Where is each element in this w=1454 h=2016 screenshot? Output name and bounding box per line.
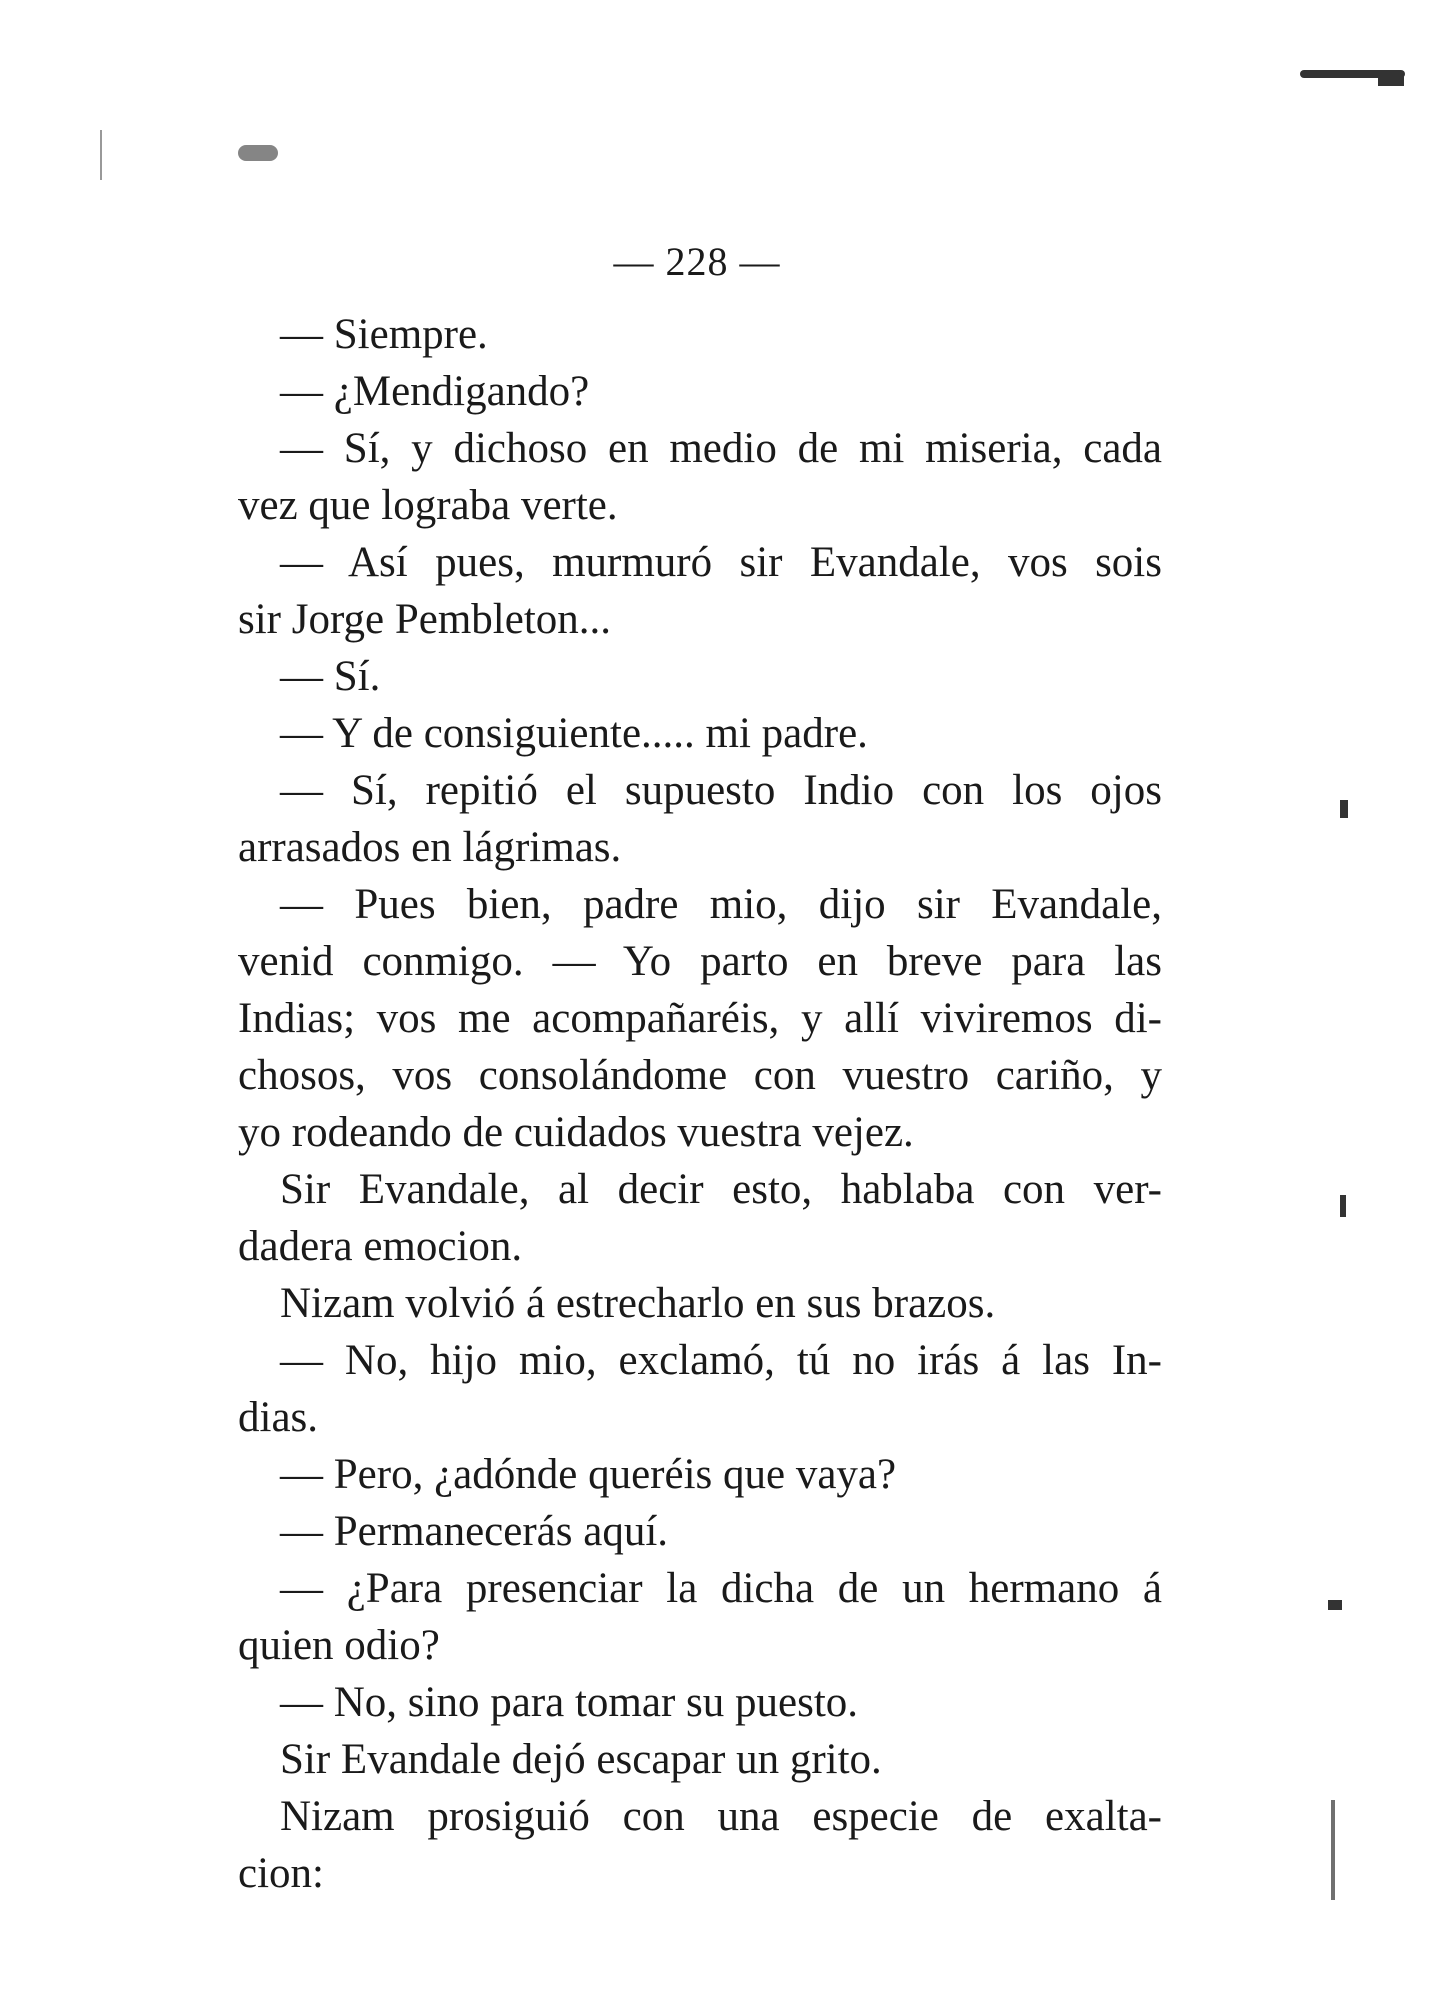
scan-artifact [1340, 1195, 1346, 1217]
text-line: Sir Evandale dejó escapar un grito. [280, 1736, 882, 1783]
text-line: — Sí, y dichoso en medio de mi miseria, cada [280, 425, 1162, 472]
text-line: — Pues bien, padre mio, dijo sir Evandale, [280, 881, 1162, 928]
text-line: — ¿Mendigando? [280, 368, 590, 415]
text-line: dias. [238, 1394, 319, 1441]
text-line: yo rodeando de cuidados vuestra vejez. [238, 1109, 914, 1156]
scan-artifact [1378, 72, 1404, 86]
text-line: — Sí, repitió el supuesto Indio con los ojos [280, 767, 1162, 814]
text-line: arrasados en lágrimas. [238, 824, 622, 871]
text-line: chosos, vos consolándome con vuestro cariño, y [238, 1052, 1162, 1099]
text-line: — ¿Para presenciar la dicha de un hermano á [280, 1565, 1162, 1612]
scan-artifact [100, 130, 102, 180]
scan-artifact [1328, 1600, 1342, 1610]
text-line: cion: [238, 1850, 324, 1897]
text-line: — Así pues, murmuró sir Evandale, vos sois [280, 539, 1162, 586]
text-line: Sir Evandale, al decir esto, hablaba con ver- [280, 1166, 1162, 1213]
page-number: — 228 — [613, 239, 781, 284]
scan-artifact [1331, 1800, 1335, 1900]
text-line: Nizam prosiguió con una especie de exalta- [280, 1793, 1162, 1840]
text-line: sir Jorge Pembleton... [238, 596, 612, 643]
text-line: Indias; vos me acompañaréis, y allí viviremos di- [238, 995, 1162, 1042]
text-line: — Pero, ¿adónde queréis que vaya? [280, 1451, 897, 1498]
text-line: vez que lograba verte. [238, 482, 618, 529]
text-line: Nizam volvió á estrecharlo en sus brazos. [280, 1280, 996, 1327]
text-line: — No, hijo mio, exclamó, tú no irás á las In- [280, 1337, 1162, 1384]
scan-artifact [238, 145, 278, 161]
text-line: — Siempre. [280, 311, 488, 358]
text-line: — No, sino para tomar su puesto. [280, 1679, 859, 1726]
text-line: — Sí. [280, 653, 381, 700]
text-line: quien odio? [238, 1622, 440, 1669]
text-line: venid conmigo. — Yo parto en breve para las [238, 938, 1162, 985]
text-line: — Permanecerás aquí. [280, 1508, 669, 1555]
scan-artifact [1340, 800, 1348, 818]
body-text [238, 306, 1162, 1902]
text-line: — Y de consiguiente..... mi padre. [280, 710, 868, 757]
text-line: dadera emocion. [238, 1223, 523, 1270]
